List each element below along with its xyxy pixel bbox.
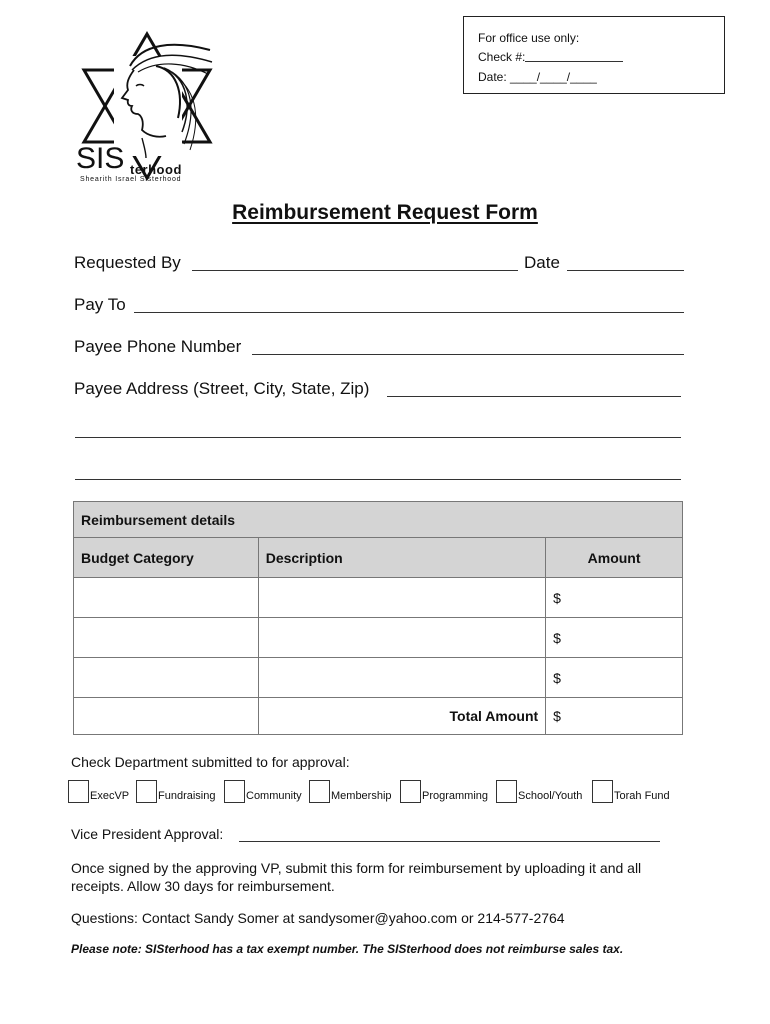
logo-sis-text: SIS: [76, 142, 125, 175]
vp-approval-label: Vice President Approval:: [71, 826, 224, 842]
table-row: [74, 658, 683, 698]
pay-to-field[interactable]: [134, 312, 684, 313]
total-blank-cell: [74, 698, 259, 735]
payee-address-field-3[interactable]: [75, 479, 681, 480]
department-option-membership[interactable]: [309, 780, 401, 804]
payee-address-label: Payee Address (Street, City, State, Zip): [74, 379, 370, 398]
budget-category-cell[interactable]: [74, 658, 259, 698]
office-date-label: Date:: [478, 70, 507, 84]
amount-cell[interactable]: $: [546, 578, 683, 618]
amount-cell[interactable]: $: [546, 658, 683, 698]
department-option-programming[interactable]: [400, 780, 498, 804]
fundraising-checkbox[interactable]: [136, 780, 157, 803]
office-use-heading: For office use only:: [478, 31, 580, 45]
description-cell[interactable]: [258, 618, 545, 658]
payee-phone-label: Payee Phone Number: [74, 337, 242, 356]
total-amount-cell[interactable]: $: [546, 698, 683, 735]
logo-tagline: Shearith Israel Sisterhood: [80, 176, 182, 183]
torah-fund-checkbox[interactable]: [592, 780, 613, 803]
department-option-fundraising[interactable]: [136, 780, 224, 804]
payee-phone-field[interactable]: [252, 354, 684, 355]
date-label: Date: [524, 253, 560, 272]
department-option-school-youth[interactable]: [496, 780, 592, 804]
form-title: Reimbursement Request Form: [232, 201, 538, 224]
check-number-field[interactable]: [478, 50, 623, 64]
total-amount-label: Total Amount: [258, 698, 545, 735]
fundraising-label: Fundraising: [158, 790, 216, 802]
description-cell[interactable]: [258, 578, 545, 618]
instructions-line-2: receipts. Allow 30 days for reimbursement.: [71, 878, 335, 894]
torah-fund-label: Torah Fund: [614, 790, 670, 802]
payee-address-field-1[interactable]: [387, 396, 681, 397]
community-checkbox[interactable]: [224, 780, 245, 803]
logo-terhood-text: terhood: [130, 162, 182, 177]
department-option-torah-fund[interactable]: [592, 780, 682, 804]
vp-approval-signature-field[interactable]: [239, 841, 660, 842]
community-label: Community: [246, 790, 302, 802]
execvp-checkbox[interactable]: [68, 780, 89, 803]
requested-by-label: Requested By: [74, 253, 181, 272]
membership-label: Membership: [331, 790, 392, 802]
department-option-execvp[interactable]: [68, 780, 138, 804]
school-youth-checkbox[interactable]: [496, 780, 517, 803]
header-description: Description: [258, 538, 545, 578]
total-row: [74, 698, 683, 735]
programming-checkbox[interactable]: [400, 780, 421, 803]
department-prompt: Check Department submitted to for approval:: [71, 754, 350, 770]
instructions-line-1: Once signed by the approving VP, submit this form for reimbursement by uploading it and all: [71, 860, 642, 876]
check-number-label: Check #:: [478, 50, 526, 64]
header-budget-category: Budget Category: [74, 538, 259, 578]
budget-category-cell[interactable]: [74, 578, 259, 618]
table-row: [74, 618, 683, 658]
office-date-mask: ____/____/____: [510, 70, 597, 84]
department-option-community[interactable]: [224, 780, 310, 804]
programming-label: Programming: [422, 790, 489, 802]
amount-cell[interactable]: $: [546, 618, 683, 658]
date-field[interactable]: [567, 270, 684, 271]
reimbursement-details-table: [73, 501, 683, 735]
office-date-field[interactable]: [478, 70, 597, 84]
check-number-line: [525, 61, 623, 62]
payee-address-field-2[interactable]: [75, 437, 681, 438]
pay-to-label: Pay To: [74, 295, 126, 314]
office-use-box: [463, 16, 725, 94]
membership-checkbox[interactable]: [309, 780, 330, 803]
description-cell[interactable]: [258, 658, 545, 698]
header-amount: Amount: [546, 538, 683, 578]
execvp-label: ExecVP: [90, 790, 130, 802]
table-section-title: Reimbursement details: [74, 502, 683, 538]
questions-contact: Questions: Contact Sandy Somer at sandysomer@yahoo.com or 214-577-2764: [71, 910, 565, 926]
table-row: [74, 578, 683, 618]
school-youth-label: School/Youth: [518, 790, 583, 802]
requested-by-field[interactable]: [192, 270, 518, 271]
tax-exempt-note: Please note: SISterhood has a tax exempt number. The SISterhood does not reimburse sales tax.: [71, 942, 624, 956]
budget-category-cell[interactable]: [74, 618, 259, 658]
